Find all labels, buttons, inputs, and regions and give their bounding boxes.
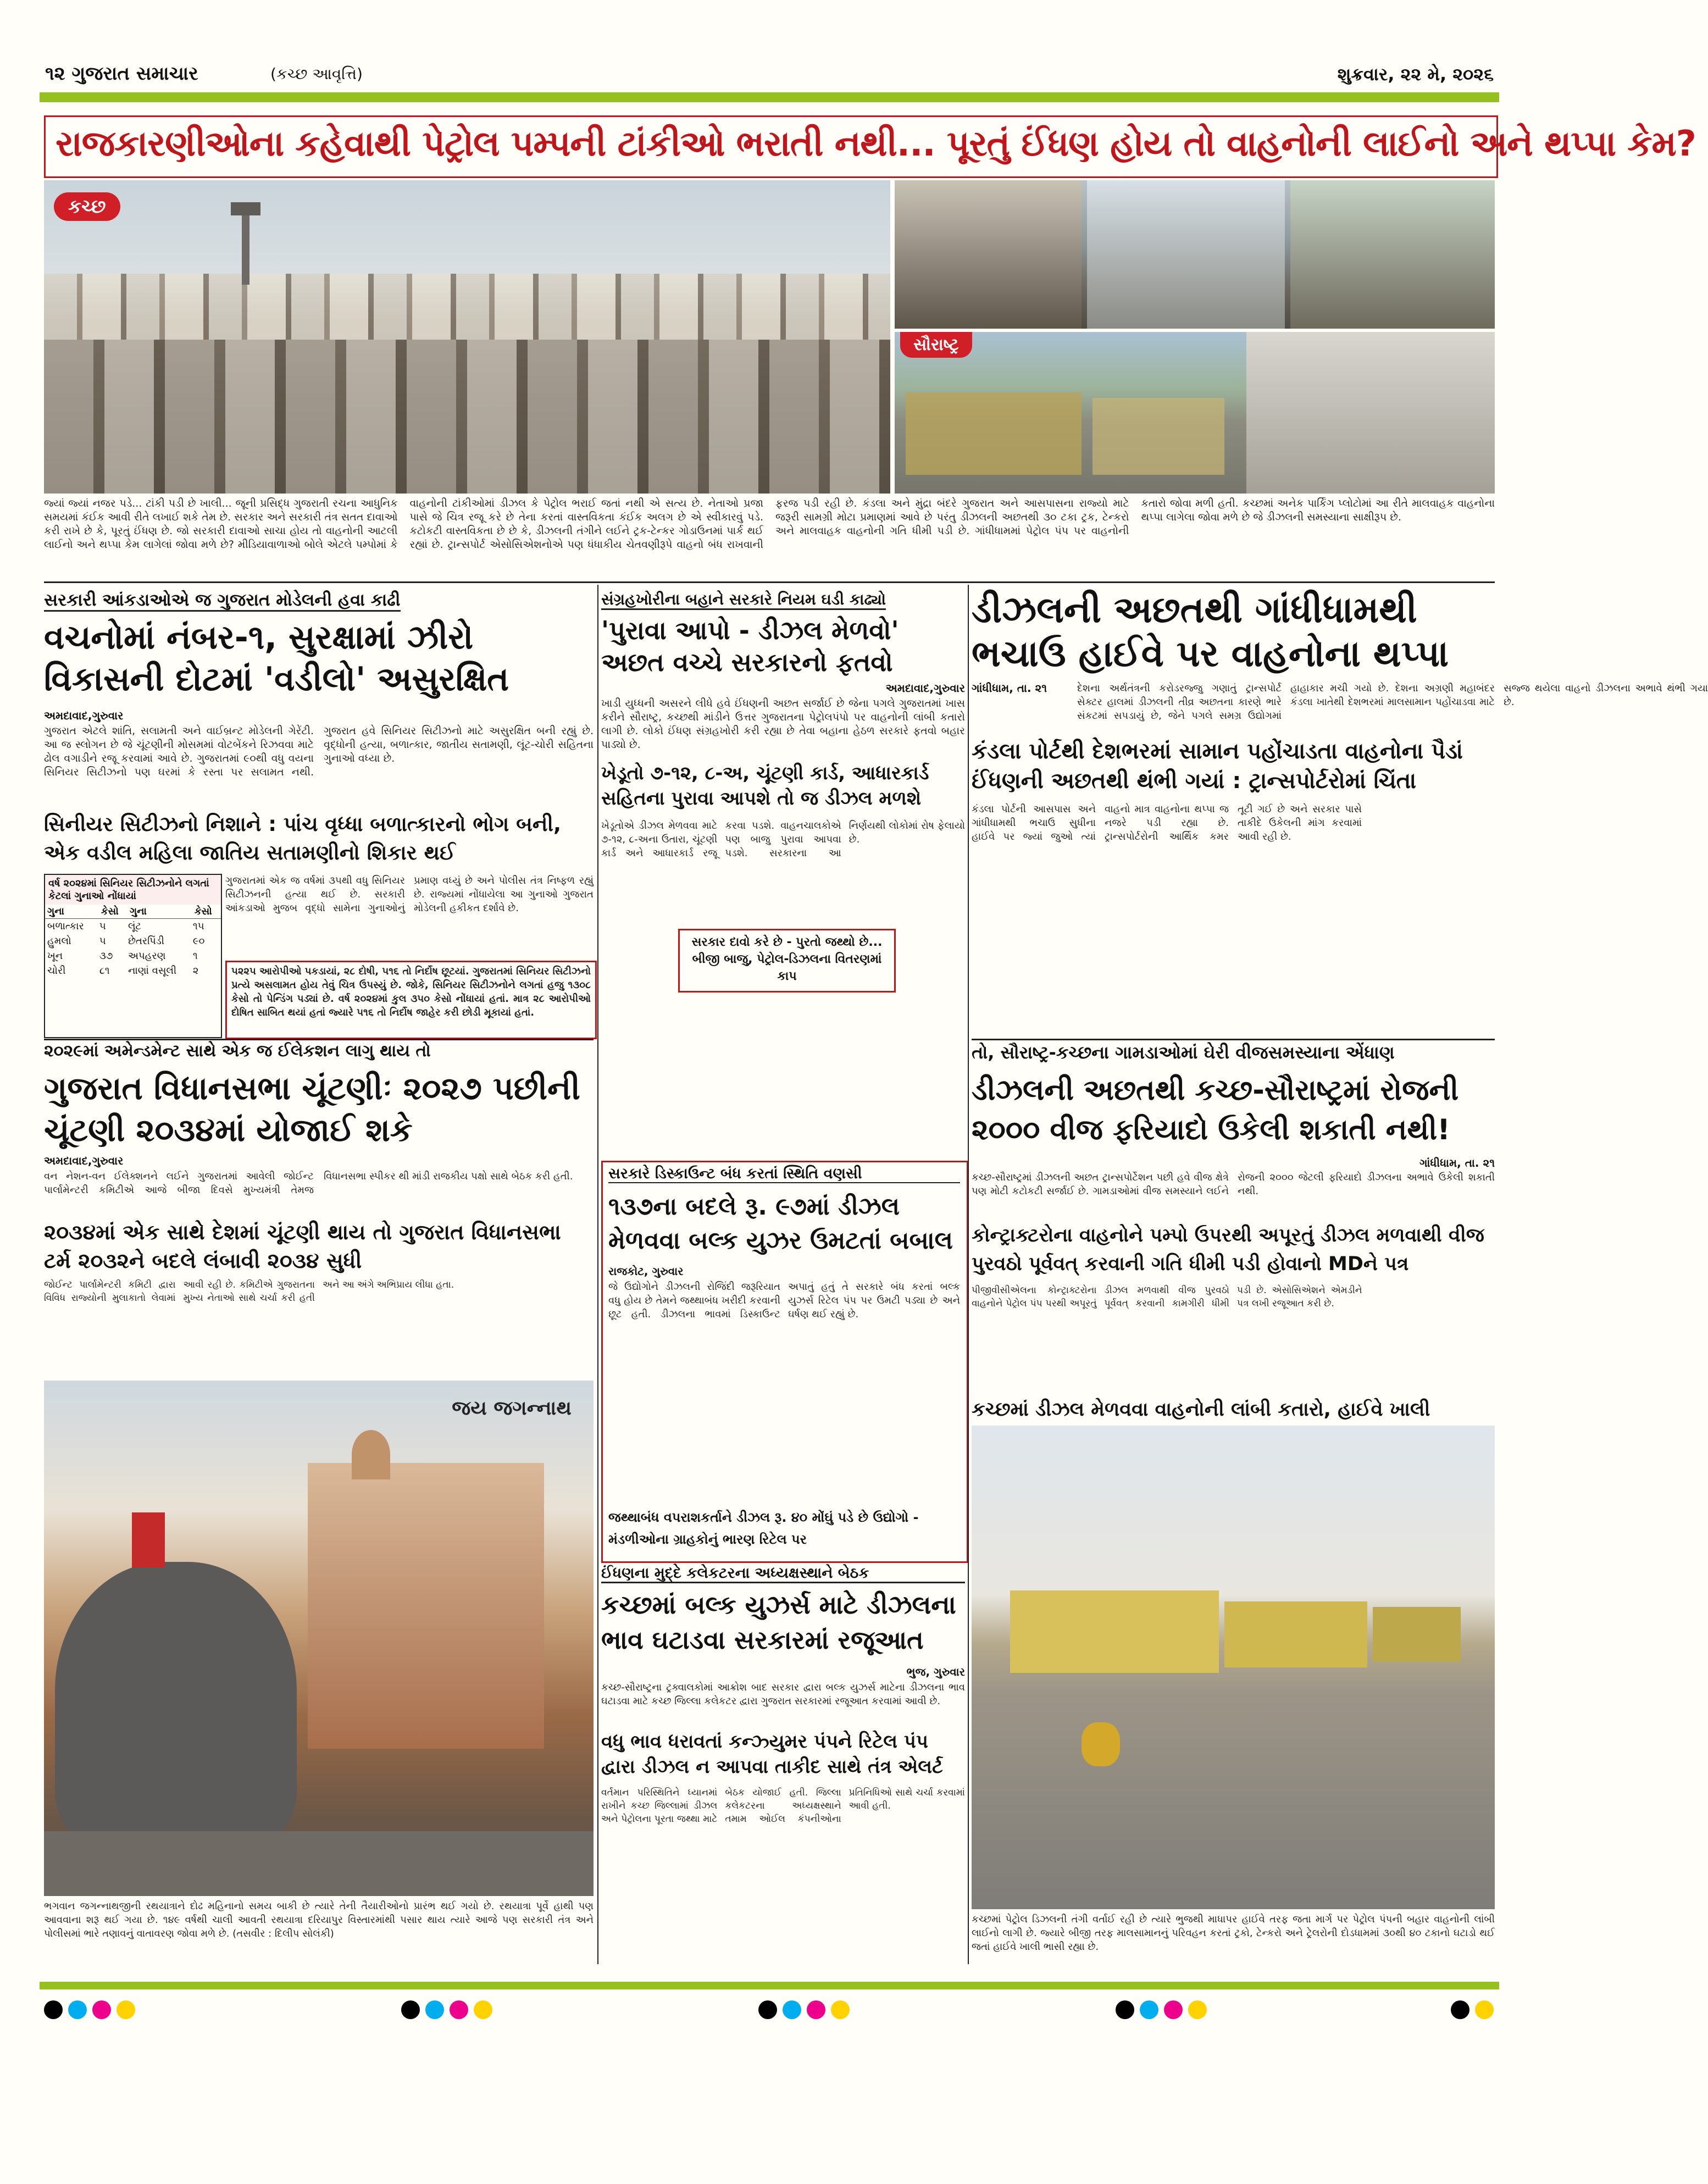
power-headline: ડીઝલની અછતથી કચ્છ-સૌરાષ્ટ્રમાં રોજની ૨૦૦૦ વીજ ફરિયાદો ઉકેલી શકાતી નથી!: [972, 1074, 1459, 1146]
lead-headline: રાજકારણીઓના કહેવાથી પેટ્રોલ પમ્પની ટાંકીઓ ભરાતી નથી... પૂરતું ઈંધણ હોય તો વાહનોની લાઈનો અને થપ્પા કેમ?: [56, 124, 1696, 164]
mid-pull-quote: સરકાર દાવો કરે છે - પુરતો જથ્થો છે... બીજી બાજુ, પેટ્રોલ-ડિઝલના વિતરણમાં કાપ: [678, 929, 896, 993]
kutch-photo-headline: કચ્છમાં ડીઝલ મેળવવા વાહનોની લાંબી કતારો, હાઈવે ખાલી: [972, 1399, 1430, 1421]
left-headline: વચનોમાં નંબર-૧, સુરક્ષામાં ઝીરો વિકાસની દોટમાં 'વડીલો' અસુરક્ષિત: [44, 618, 509, 699]
lead-headline-box: [44, 115, 1696, 178]
lead-photo-truck-yard: [44, 180, 890, 494]
tag-saurashtra: સૌરાષ્ટ્ર: [900, 332, 972, 358]
discount-kicker: સરકારે ડિસ્કાઉન્ટ બંધ કરતાં સ્થિતિ વણસી: [608, 1166, 960, 1183]
discount-headline: ૧૩૭ના બદલે રૂ. ૯૭માં ડીઝલ મેળવવા બલ્ક યુઝર ઉમટતાં બબાલ: [608, 1193, 953, 1255]
discount-story-box: [601, 1161, 968, 1563]
table-row: હુમલો ૫ છેતરપિંડી ૯૦: [47, 935, 205, 947]
lead-body: જ્યાં જ્યાં નજર પડે... ટાંકી પડી છે ખાલી... જૂની પ્રસિદ્ધ ગુજરાતી રચના આધુનિક સમયમાં કંઈક આવી રીતે લખાઈ શકે તેમ છે. સરકાર અને સરકારી તંત્ર સતત દાવાઓ કરી રાખે છે કે, પૂરતું ઈંધણ છે. જો સરકારી દાવાઓ સાચા હોય તો વાહનોની આટલી લાઈનો અને થપ્પા કેમ લાગેલાં જોવા મળે છે? મીડિયાવાળાઓ બોલે એટલે પમ્પોમાં કે વાહનોની ટાંકીઓમાં ડીઝલ કે પેટ્રોલ ભરાઈ જતાં નથી એ સત્ય છે. નેતાઓ પ્રજા પાસે જે ચિત્ર રજૂ કરે છે તેના કરતાં વાસ્તવિકતા કંઈક અલગ છે એ સ્વીકારવું પડે. કટોકટી વાસ્તવિકતા છે છે કે, ડીઝલની તંગીને લઈને ટ્રક-ટેન્કર ગોડાઉનમાં પાર્ક થઈ રહ્યાં છે. ટ્રાન્સપોર્ટ એસોસિએશનોએ પણ ધંધાકીય ચેતવણીરૂપે વાહનો બંધ રાખવાની ફરજ પડી રહી છે. કંડલા અને મુંદ્રા બંદરે ગુજરાત અને આસપાસના રાજ્યો માટે જરૂરી સામગ્રી મોટા પ્રમાણમાં આવે છે પરંતુ ડીઝલની અછતથી ૩૦ ટકા ટ્રક, ટેન્કરો અને માલવાહક વાહનોની ગતિ ધીમી પડી છે. ગાંધીધામમાં પેટ્રોલ પંપ પર વાહનોની કતારો જોવા મળી હતી. કચ્છમાં અનેક પાર્કિંગ પ્લોટોમાં આ રીતે માલવાહક વાહનોના થપ્પા લાગેલા જોવા મળે છે જે ડીઝલની સમસ્યાના સાક્ષીરૂપ છે.: [44, 497, 1495, 551]
election-dateline: અમદાવાદ,ગુરુવાર: [44, 1154, 124, 1167]
table-row: બળાત્કાર ૫ લૂંટ ૧૫: [47, 921, 204, 932]
kutch-body2: વર્તમાન પરિસ્થિતિને ધ્યાનમાં રાખીને કચ્છ જિલ્લામાં ડીઝલ અને પેટ્રોલના પૂરતા જથ્થા માટે બેઠક યોજાઈ હતી. જિલ્લા કલેકટરના અધ્યક્ષસ્થાને તમામ ઓઈલ કંપનીઓના પ્રતિનિધિઓ સાથે ચર્ચા કરવામાં આવી હતી.: [601, 1787, 965, 1825]
left-kicker: સરકારી આંકડાઓએ જ ગુજરાત મોડેલની હવા કાઢી: [44, 590, 594, 611]
left-body: ગુજરાત એટલે શાંતિ, સલામતી અને વાઈબ્રન્ટ મોડેલની ગેરેંટી. આ જ સ્લોગન છે જે ચૂંટણીની મોસમમાં વોટબેંકને રિઝવવા માટે ઢોલ વગાડીને રજૂ કરવામાં આવે છે. ગુજરાતમાં ૯૦થી વધુ વયના સિનિયર સિટીઝનો પણ ઘરમાં કે રસ્તા પર સલામત નથી. ગુજરાત હવે સિનિયર સિટીઝનો માટે અસુરક્ષિત બની રહ્યું છે. વૃદ્ધોની હત્યા, બળાત્કાર, જાતીય સતામણી, લૂંટ-ચોરી સહિતના ગુનાઓ વધ્યા છે.: [44, 725, 594, 778]
column-rule: [968, 585, 969, 1964]
lead-photo-pump-queue: [895, 180, 1495, 329]
edition-label: (કચ્છ આવૃત્તિ): [270, 65, 363, 83]
kutch-subhead: વધુ ભાવ ધરાવતાં કન્ઝ્યુમર પંપને રિટેલ પંપ દ્વારા ડીઝલ ન આપવા તાકીદ સાથે તંત્ર એલર્ટ: [601, 1731, 943, 1778]
right-body: દેશના અર્થતંત્રની કરોડરજ્જુ ગણાતું ટ્રાન્સપોર્ટ સેક્ટર હાલમાં ડીઝલની તીવ્ર અછતના કારણે ભારે સંકટમાં સપડાયું છે, જેને પગલે સમગ્ર ઉદ્યોગમાં હાહાકાર મચી ગયો છે. દેશના અગ્રણી મહાબંદર કંડલા ખાતેથી દેશભરમાં માલસામાન પહોંચાડવા માટે સજ્જ થયેલા વાહનો ડીઝલના અભાવે થંભી ગયા છે.: [1077, 683, 1708, 722]
crime-table-title: વર્ષ ૨૦૨૪માં સિનિયર સિટીઝનોને લગતાં કેટલાં ગુનાઓ નોંધાયાં: [45, 875, 221, 905]
election-kicker: ૨૦૨૯માં અમેન્ડમેન્ટ સાથે એક જ ઈલેકશન લાગુ થાય તો: [44, 1041, 431, 1061]
crime-table: [45, 905, 221, 978]
kutch-dateline: ભુજ, ગુરુવાર: [906, 1665, 965, 1678]
table-header: ગુના: [45, 905, 99, 919]
table-header: ગુના: [127, 905, 192, 919]
table-row: ચોરી ૮૧ નાણાં વસૂલી ૨: [47, 965, 199, 977]
left-dateline: અમદાવાદ,ગુરુવાર: [44, 709, 124, 722]
column-rule: [597, 585, 598, 1964]
left-body2: ગુજરાતમાં એક જ વર્ષમાં ૩૫થી વધુ સિનિયર સિટીઝનની હત્યા થઈ છે. સરકારી આંકડાઓ મુજબ વૃદ્ધો સામેના ગુનાઓનું પ્રમાણ વધ્યું છે અને પોલીસ તંત્ર નિષ્ફળ રહ્યું છે. રાજ્યમાં નોંધાયેલા આ ગુનાઓ ગુજરાત મોડેલની હકીકત દર્શાવે છે.: [225, 875, 594, 914]
kutch-headline: કચ્છમાં બલ્ક યુઝર્સ માટે ડીઝલના ભાવ ઘટાડવા સરકારમાં રજૂઆત: [601, 1590, 956, 1655]
power-kicker: તો, સૌરાષ્ટ્ર-કચ્છના ગામડાઓમાં ઘેરી વીજસમસ્યાના એંધાણ: [972, 1042, 1395, 1063]
crime-table-box: [44, 874, 222, 1038]
right-body2: કંડલા પોર્ટની આસપાસ અને ગાંધીધામથી ભચાઉ સુધીના હાઈવે પર જ્યાં જુઓ ત્યાં વાહનો માત્ર વાહનોના થપ્પા જ નજરે પડી રહ્યા છે. ટ્રાન્સપોર્ટરોની આર્થિક કમર તૂટી ગઈ છે અને સરકાર પાસે તાકીદે ઉકેલની માંગ કરવામાં આવી રહી છે.: [972, 803, 1362, 842]
divider: [44, 1039, 594, 1040]
election-body2: જોઈન્ટ પાર્લામેન્ટરી કમિટી દ્વારા વિવિધ રાજ્યોની મુલાકાતો લેવામાં આવી રહી છે. કમિટીએ ગુજરાતના મુખ્ય નેતાઓ સાથે ચર્ચા કરી હતી અને આ અંગે અભિપ્રાય લીધા હતા.: [44, 1279, 454, 1304]
divider: [972, 1039, 1495, 1040]
rathyatra-caption: ભગવાન જગન્નાથજીની રથયાત્રાને દોઢ મહિનાનો સમય બાકી છે ત્યારે તેની તૈયારીઓનો પ્રારંભ થઈ ગયો છે. રથયાત્રા પૂર્વે હાથી પણ આવવાના શરૂ થઈ ગયા છે. ૧૪૯ વર્ષથી ચાલી આવતી રથયાત્રા દરિયાપુર વિસ્તારમાંથી પસાર થાય ત્યારે આજે પણ સરકારી તંત્ર અને પોલીસમાં ભારે તણાવનું વાતાવરણ જોવા મળે છે. (તસવીર : દિલીપ સોલંકી): [44, 1900, 594, 1939]
mid-kicker: સંગ્રહખોરીના બહાને સરકારે નિયમ ઘડી કાઢ્યો: [601, 590, 965, 609]
discount-box-text: જથ્થાબંધ વપરાશકર્તાને ડીઝલ રૂ. ૪૦ મોંઘું પડે છે ઉદ્યોગો - મંડળીઓના ગ્રાહકોનું ભારણ રિટેલ પર: [608, 1510, 919, 1547]
mid-body2: ખેડૂતોએ ડીઝલ મેળવવા માટે ૭-૧૨, ૮-અના ઉતારા, ચૂંટણી કાર્ડ અને આધારકાર્ડ રજૂ કરવા પડશે. વાહનચાલકોએ પણ બાજુ પુરાવા આપવા પડશે. સરકારના આ નિર્ણયથી લોકોમાં રોષ ફેલાયો છે.: [601, 820, 965, 859]
lead-photo-highway-trucks: [895, 332, 1495, 494]
kutch-kicker: ઈંધણના મુદ્દે કલેકટરના અધ્યક્ષસ્થાને બેઠક: [601, 1565, 965, 1583]
divider: [44, 581, 1495, 583]
power-body: કચ્છ-સૌરાષ્ટ્રમાં ડીઝલની અછત ટ્રાન્સપોર્ટેશન પછી હવે વીજ ક્ષેત્રે પણ મોટી કટોકટી સર્જાઈ છે. ગામડાઓમાં વીજ સમસ્યાને લઈને રોજની ૨૦૦૦ જેટલી ફરિયાદો ડીઝલના અભાવે ઉકેલી શકાતી નથી.: [972, 1172, 1495, 1197]
mid-dateline: અમદાવાદ,ગુરુવાર: [885, 681, 965, 695]
discount-dateline: રાજકોટ, ગુરુવાર: [608, 1265, 684, 1278]
mid-headline: 'પુરાવા આપો - ડીઝલ મેળવો' અછત વચ્ચે સરકારનો ફતવો: [601, 616, 899, 677]
kutch-photo-caption: કચ્છમાં પેટ્રોલ ડિઝલની તંગી વર્તાઈ રહી છે ત્યારે ભુજથી માધાપર હાઈવે તરફ જતા માર્ગ પર પેટ્રોલ પંપની બહાર વાહનોની લાંબી લાઈનો લાગી છે. જ્યારે બીજી તરફ માલસામાનનું પરિવહન કરતાં ટ્રકો, ટેન્કરો અને ટ્રેલરોની દોડધામમાં ૩૦થી ૪૦ ટકાનો ઘટાડો થઈ જતાં હાઈવે ખાલી ભાસી રહ્યા છે.: [972, 1914, 1495, 1953]
masthead-rule: [40, 92, 1499, 102]
masthead: [40, 59, 1499, 88]
election-body: વન નેશન-વન ઈલેક્શનને લઈને ગુજરાતમાં આવેલી જોઈન્ટ પાર્લામેન્ટરી કમિટીએ આજે બીજા દિવસે મુખ્યમંત્રી તેમજ વિધાનસભા સ્પીકર થી માંડી રાજકીય પક્ષો સાથે બેઠક કરી હતી.: [44, 1171, 573, 1196]
table-header: કેસો: [99, 905, 127, 919]
mid-subhead: ખેડૂતો ૭-૧૨, ૮-અ, ચૂંટણી કાર્ડ, આધારકાર્ડ સહિતના પુરાવા આપશે તો જ ડીઝલ મળશે: [601, 762, 929, 810]
table-row: ખૂન ૩૭ અપહરણ ૧: [47, 950, 198, 962]
mid-body: ખાડી યુધ્ધની અસરને લીધે હવે ઈંધણની અછત સર્જાઈ છે જેના પગલે ગુજરાતમાં ખાસ કરીને સૌરાષ્ટ્ર, કચ્છથી માંડીને ઉત્તર ગુજરાતના પેટ્રોલપંપો પર વાહનોની લાંબી કતારો લાગી છે. લોકો ઈંધણ સંગ્રહખોરી કરી રહ્યા છે તેવા બહાના હેઠળ સરકારે ફતવો બહાર પાડ્યો છે.: [601, 697, 965, 751]
left-subhead: સિનીયર સિટીઝનો નિશાને : પાંચ વૃધ્ધા બળાત્કારનો ભોગ બની, એક વડીલ મહિલા જાતિય સતામણીનો શિકાર થઈ: [44, 812, 562, 864]
election-headline: ગુજરાત વિધાનસભા ચૂંટણીઃ ૨૦૨૭ પછીની ચૂંટણી ૨૦૩૪માં યોજાઈ શકે: [44, 1069, 580, 1149]
right-subhead: કંડલા પોર્ટથી દેશભરમાં સામાન પહોંચાડતા વાહનોના પૈડાં ઈંધણની અછતથી થંભી ગયાં : ટ્રાન્સપોર્ટરોમાં ચિંતા: [972, 739, 1463, 794]
page-date: શુક્રવાર, ૨૨ મે, ૨૦૨૬: [1337, 64, 1494, 85]
footer-registration-marks: [44, 2000, 1495, 2022]
rathyatra-photo-caption: જય જગન્નાથ: [452, 1397, 572, 1420]
discount-body: જે ઉદ્યોગોને ડીઝલની રોજિંદી જરૂરિયાત વધુ હોય છે તેમને જથ્થાબંધ ખરીદી કરવાની છૂટ હતી. ડીઝલના ભાવમાં ડિસ્કાઉન્ટ અપાતું હતું તે સરકારે બંધ કરતાં બલ્ક યુઝર્સ રિટેલ પંપ પર ઉમટી પડ્યા છે અને ઘર્ષણ થઈ રહ્યું છે.: [608, 1281, 960, 1320]
election-subhead: ૨૦૩૪માં એક સાથે દેશમાં ચૂંટણી થાય તો ગુજરાત વિધાનસભા ટર્મ ૨૦૩૨ને બદલે લંબાવી ૨૦૩૪ સુધી: [44, 1220, 561, 1273]
kutch-highway-photo: [972, 1426, 1495, 1909]
rathyatra-photo: [44, 1381, 594, 1896]
right-dateline: ગાંધીધામ, તા. ૨૧: [972, 681, 1047, 695]
kutch-body: કચ્છ-સૌરાષ્ટ્રના ટ્રક્વાલકોમાં આક્રોશ બાદ સરકાર દ્વારા બલ્ક યુઝર્સ માટેના ડીઝલના ભાવ ઘટાડવા માટે કચ્છ જિલ્લા કલેકટર દ્વારા ગુજરાત સરકારમાં રજૂઆત કરવામાં આવી છે.: [601, 1682, 965, 1707]
page-label: ૧૨ ગુજરાત સમાચાર: [45, 63, 198, 85]
right-headline: ડીઝલની અછતથી ગાંધીધામથી ભચાઉ હાઈવે પર વાહનોના થપ્પા: [972, 589, 1449, 675]
power-subhead: કોન્ટ્રાક્ટરોના વાહનોને પમ્પો ઉપરથી અપૂરતું ડીઝલ મળવાથી વીજ પુરવઠો પૂર્વવત્ કરવાની ગતિ ધીમી પડી હોવાનો MDને પત્ર: [972, 1224, 1484, 1275]
footer-rule: [40, 1982, 1499, 1989]
power-dateline: ગાંધીધામ, તા. ૨૧: [1419, 1156, 1495, 1169]
accused-box: ૫૨૨૫ આરોપીઓ પકડાયાં, ૨૮ દોષી, ૫૧૬ તો નિર્દોષ છૂટયાં. ગુજરાતમાં સિનિયર સિટીઝનો પ્રત્યે અસલામત હોય તેવું ચિત્ર ઉપસ્યું છે. જોકે, સિનિયર સિટીઝનોને લગતાં હજુ ૧૩૦૮ કેસો તો પેન્ડિંગ પડ્યાં છે. વર્ષ ૨૦૨૪માં કુલ ૩૫૦ કેસો નોંધાયાં હતાં. માત્ર ૨૮ આરોપીઓ દોષિત સાબિત થયાં હતાં જ્યારે ૫૧૬ તો નિર્દોષ જાહેર કરી છોડી મૂકાયાં હતાં.: [225, 961, 597, 1039]
power-body2: પીજીવીસીએલના કોન્ટ્રાક્ટરોના વાહનોને પેટ્રોલ પંપ પરથી અપૂરતું ડીઝલ મળવાથી વીજ પુરવઠો પૂર્વવત્ કરવાની કામગીરી ધીમી પડી છે. એસોસિએશને એમડીને પત્ર લખી રજૂઆત કરી છે.: [972, 1285, 1362, 1309]
tag-kutch: કચ્છ: [54, 192, 120, 221]
table-header: કેસો: [192, 905, 221, 919]
